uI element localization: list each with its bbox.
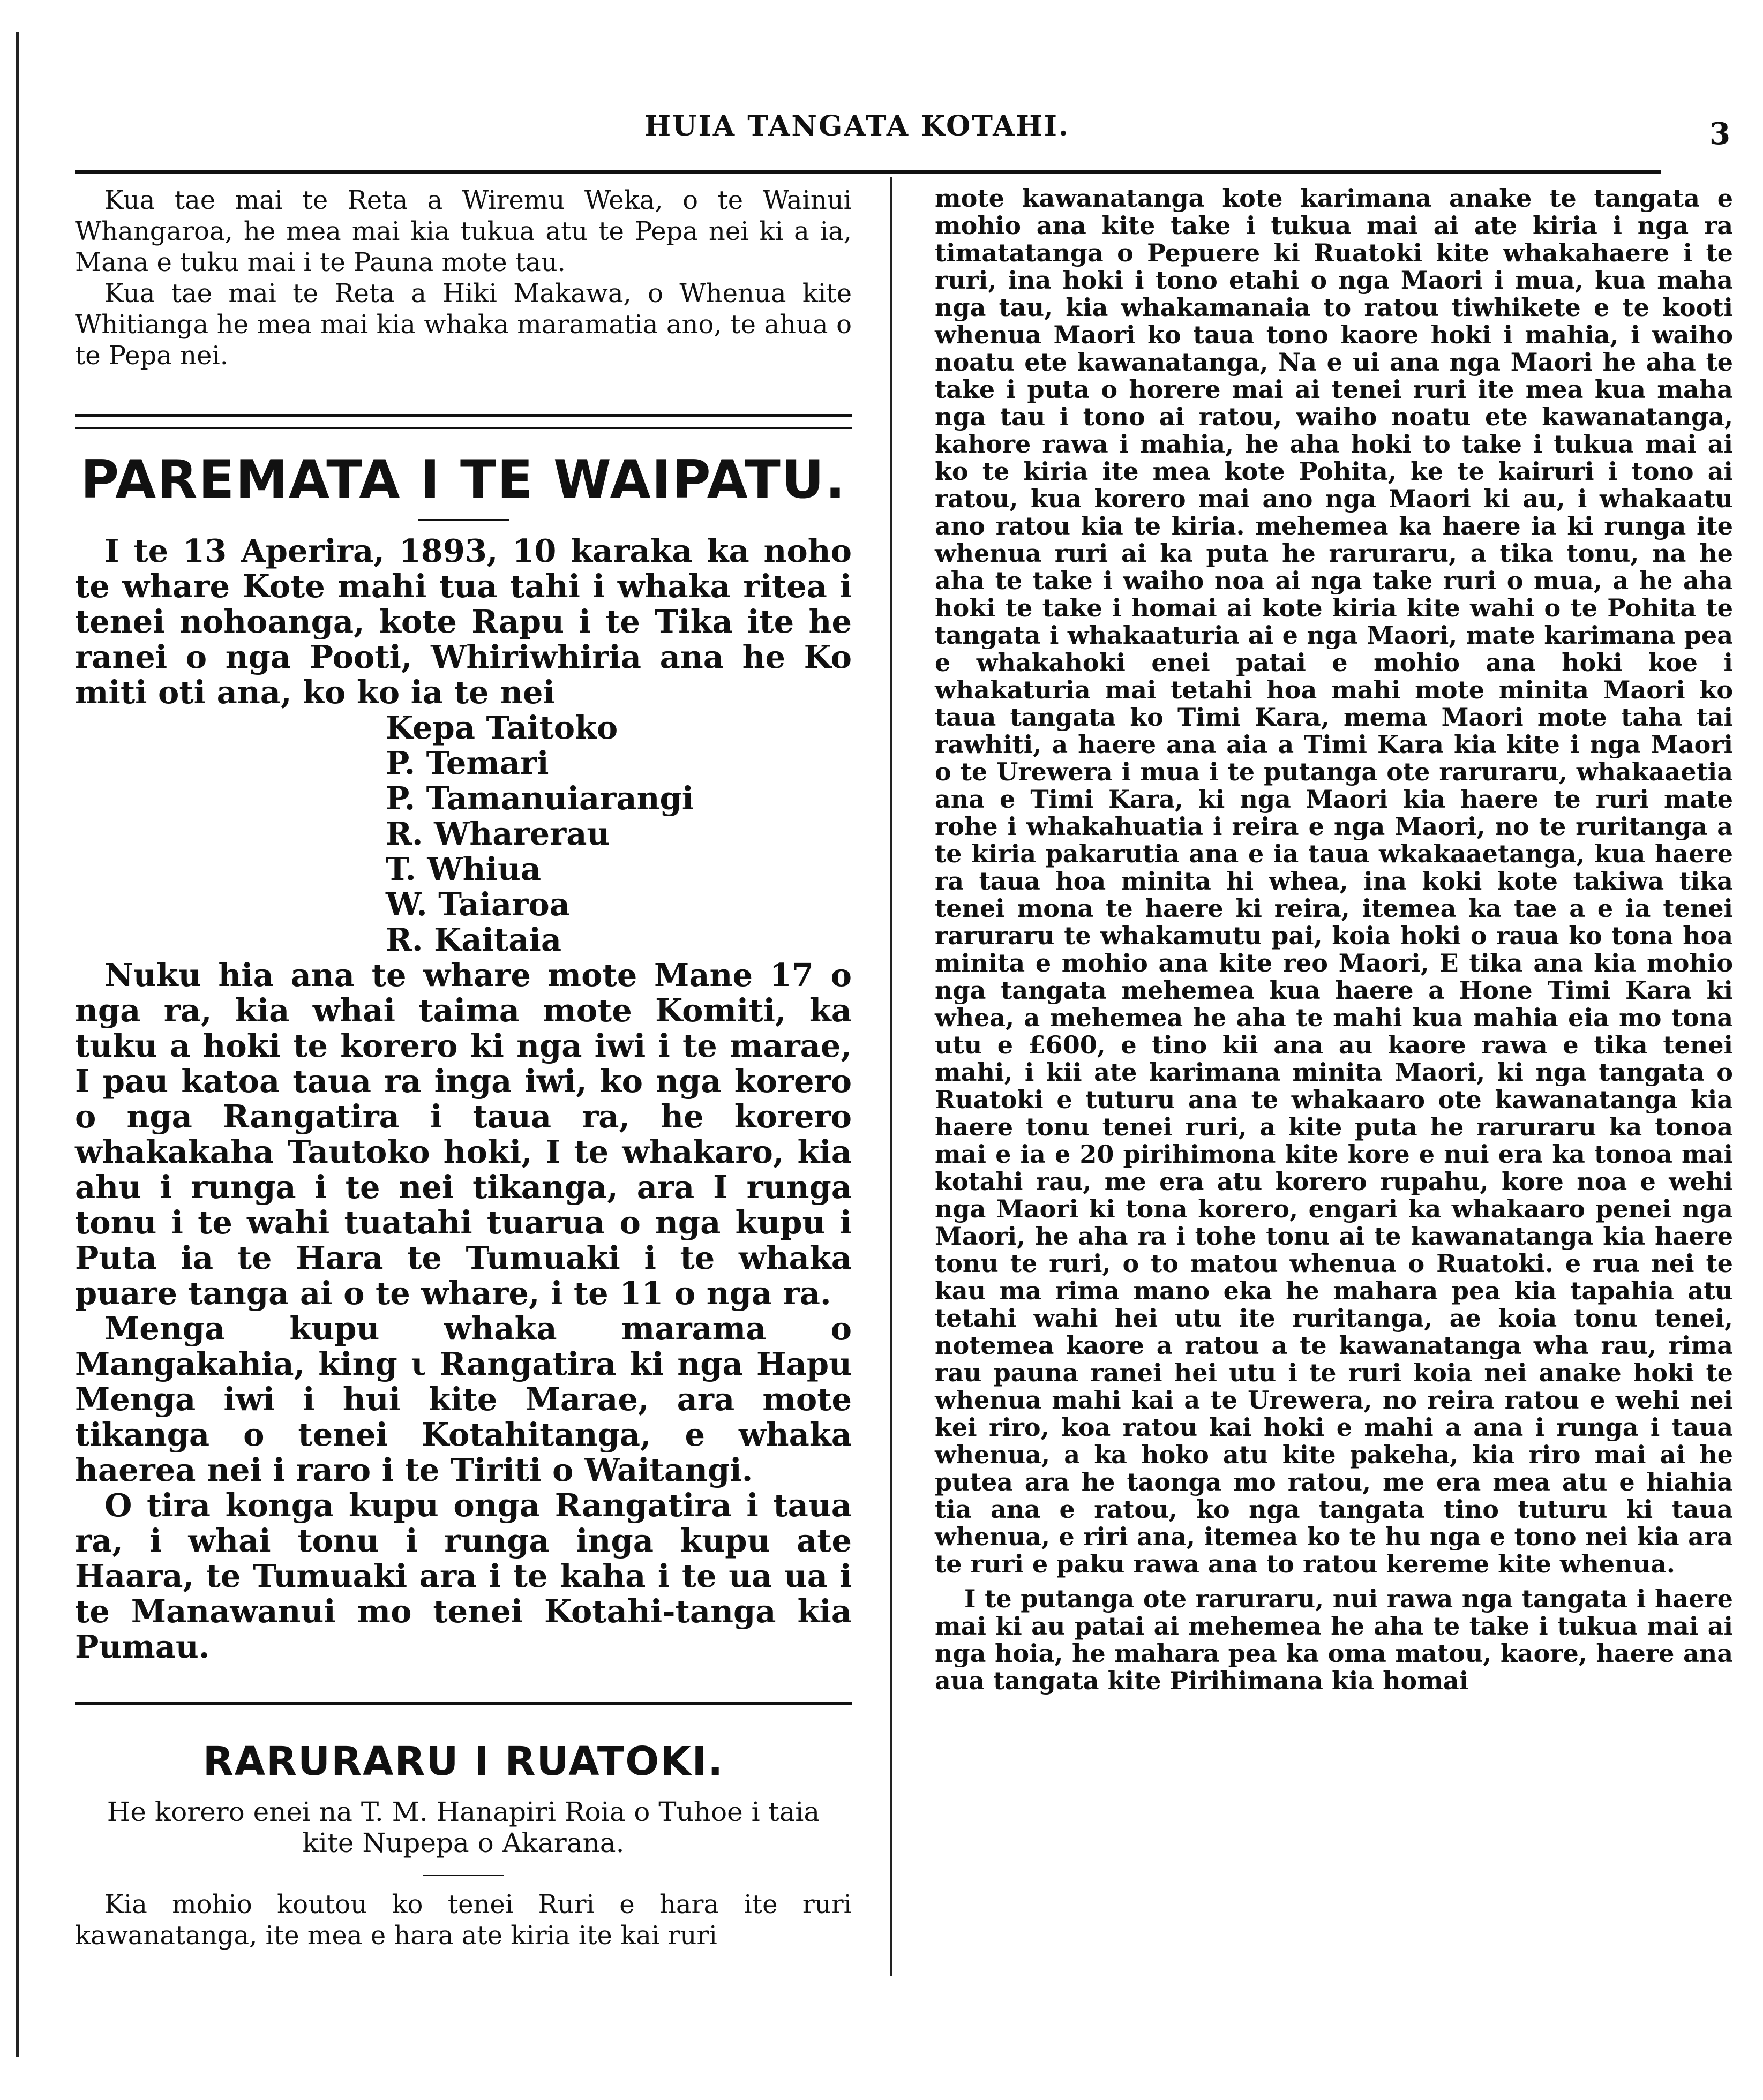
committee-member: W. Taiaroa <box>386 886 570 923</box>
section-double-rule <box>75 414 852 429</box>
committee-member: Kepa Taitoko <box>386 709 618 746</box>
committee-member: P. Tamanuiarangi <box>386 780 694 817</box>
committee-member: T. Whiua <box>386 850 542 887</box>
left-column <box>75 185 852 1951</box>
article-paragraph: Nuku hia ana te whare mote Mane 17 o nga ra, kia whai taima mote Komiti, ka tuku a hoki te korero ki nga iwi i te marae, I pau katoa taua ra inga iwi, ko nga korero o nga Rangatira i taua ra, he korero whakakaha Tautoko hoki, I te whakaro, kia ahu i runga i te nei tikanga, ara I runga tonu i te wahi tuatahi tuarua o nga kupu i Puta ia te Hara te Tumuaki i te whaka puare tanga ai o te whare, i te 11 o nga ra. <box>75 957 852 1312</box>
article-paragraph: I te putanga ote raruraru, nui rawa nga tangata i haere mai ki au patai ai mehemea he aha te take i tukua mai ai nga hoia, he mahara pea ka oma matou, kaore, haere ana aua tangata kite Pirihimana kia homai <box>935 1584 1733 1695</box>
page-number: 3 <box>1709 116 1730 152</box>
committee-member: R. Kaitaia <box>386 921 562 958</box>
article-paragraph: I te 13 Aperira, 1893, 10 karaka ka noho te whare Kote mahi tua tahi i whaka ritea i tenei nohoanga, kote Rapu i te Tika ite he ranei o nga Pooti, Whiriwhiria ana he Ko miti oti ana, ko ko ia te nei <box>75 532 852 711</box>
article-headline: RARURARU I RUATOKI. <box>202 1738 724 1785</box>
header-rule <box>75 170 1661 174</box>
article-headline: PAREMATA I TE WAIPATU. <box>80 449 846 510</box>
committee-member: P. Temari <box>386 744 549 781</box>
article-paragraph: Kia mohio koutou ko tenei Ruri e hara ite ruri kawanatanga, ite mea e hara ate kiria ite kai ruri <box>75 1890 852 1951</box>
column-divider <box>890 177 892 1976</box>
section-rule <box>75 1702 852 1705</box>
right-column <box>935 185 1733 1695</box>
article-subheading: He korero enei na T. M. Hanapiri Roia o Tuhoe i taia kite Nupepa o Akarana. <box>107 1796 820 1858</box>
committee-list <box>75 710 852 958</box>
left-margin-rule <box>16 32 19 2057</box>
running-title: HUIA TANGATA KOTAHI. <box>644 110 1070 142</box>
page-header <box>80 110 1730 169</box>
committee-member: R. Wharerau <box>386 815 610 852</box>
notice-paragraph: Kua tae mai te Reta a Hiki Makawa, o Whenua kite Whitianga he mea mai kia whaka maramatia ano, te ahua o te Pepa nei. <box>75 279 852 371</box>
article-paragraph: mote kawanatanga kote karimana anake te tangata e mohio ana kite take i tukua mai ai ate kiria i nga ra timatatanga o Pepuere ki Ruatoki kite whakahaere i te ruri, ina hoki i tono etahi o nga Maori i mua, kua maha nga tau, kia whakamanaia to ratou tiwhikete e te kooti whenua Maori ko taua tono kaore hoki i mahia, i waiho noatu ete kawanatanga, Na e ui ana nga Maori he aha te take i puta o horere mai ai tenei ruri ite mea kua maha nga tau i tono ai ratou, waiho noatu ete kawanatanga, kahore rawa i mahia, he aha hoki to take i tukua mai ai ko te kiria ite mea kote Pohita, ke te kairuri i tono ai ratou, kua korero mai ano nga Maori ki au, i whakaatu ano ratou kia te kiria. mehemea ka haere ia ki runga ite whenua ruri ai ka puta he raruraru, a tika tonu, na he aha te take i waiho noa ai nga take ruri o mua, a he aha hoki te take i homai ai kote kiria kite wahi o te Pohita te tangata i whakaaturia ai e nga Maori, mate karimana pea e whakahoki enei patai e mohio ana hoki koe i whakaturia mai tetahi hoa mahi mote minita Maori ko taua tangata ko Timi Kara, mema Maori mote taha tai rawhiti, a haere ana aia a Timi Kara kia kite i nga Maori o te Urewera i mua i te putanga ote raruraru, whakaaetia ana e Timi Kara, ki nga Maori kia haere te ruri mate rohe i whakahuatia i reira e nga Maori, no te ruritanga a te kiria pakarutia ana e ia taua wkakaaetanga, kua haere ra taua hoa minita hi whea, ina koki kote takiwa tika tenei mona te haere ki reira, itemea ka tae a e ia tenei raruraru te whakamutu pai, koia hoki o raua ko tona hoa minita e mohio ana kite reo Maori, E tika ana kia mohio nga tangata mehemea kua haere a Hone Timi Kara ki whea, a mehemea he aha te mahi kua mahia eia mo tona utu e £600, e tino kii ana au kaore rawa e tika tenei mahi, i kii ate karimana minita Maori, ki nga tangata o Ruatoki e tuturu ana te whakaaro ote kawanatanga kia haere tonu tenei ruri, a kite puta he raruraru ka tonoa mai e ia e 20 pirihimona kite kore e nui era ka tonoa mai kotahi rau, me era atu korero rupahu, kore noa e wehi nga Maori ki tona korero, engari ka whakaaro penei nga Maori, he aha ra i tohe tonu ai te kawanatanga kia haere tonu te ruri, o to matou whenua o Ruatoki. e rua nei te kau ma rima mano eka he mahara pea kia tapahia atu tetahi wahi hei utu ite ruritanga, ae koia tonu tenei, notemea kaore a ratou a te kawanatanga wha rau, rima rau pauna ranei hei utu i te ruri koia nei anake hoki te whenua mahi kai a te Urewera, no reira ratou e wehi nei kei riro, koa ratou kai hoki e mahi a ana i runga i taua whenua, a ka hoko atu kite pakeha, kia riro mai ai he putea ara he taonga mo ratou, me era mea atu e hiahia tia ana e ratou, ko nga tangata tino tuturu ki taua whenua, e riri ana, itemea ko te hu nga e tono nei kia ara te ruri e paku rawa ana to ratou kereme kite whenua. <box>935 184 1733 1578</box>
article-paragraph: Menga kupu whaka marama o Mangakahia, king ι Rangatira ki nga Hapu Menga iwi i hui kite Marae, ara mote tikanga o tenei Kotahitanga, e whaka haerea nei i raro i te Tiriti o Waitangi. <box>75 1310 852 1488</box>
article-paragraph: O tira konga kupu onga Rangatira i taua ra, i whai tonu i runga inga kupu ate Haara, te Tumuaki ara i te kaha i te ua ua i te Manawanui mo tenei Kotahi-tanga kia Pumau. <box>75 1487 852 1665</box>
headline-rule <box>423 1875 504 1876</box>
notice-paragraph: Kua tae mai te Reta a Wiremu Weka, o te Wainui Whangaroa, he mea mai kia tukua atu te Pepa nei ki a ia, Mana e tuku mai i te Pauna mote tau. <box>75 185 852 277</box>
headline-rule <box>418 519 509 521</box>
